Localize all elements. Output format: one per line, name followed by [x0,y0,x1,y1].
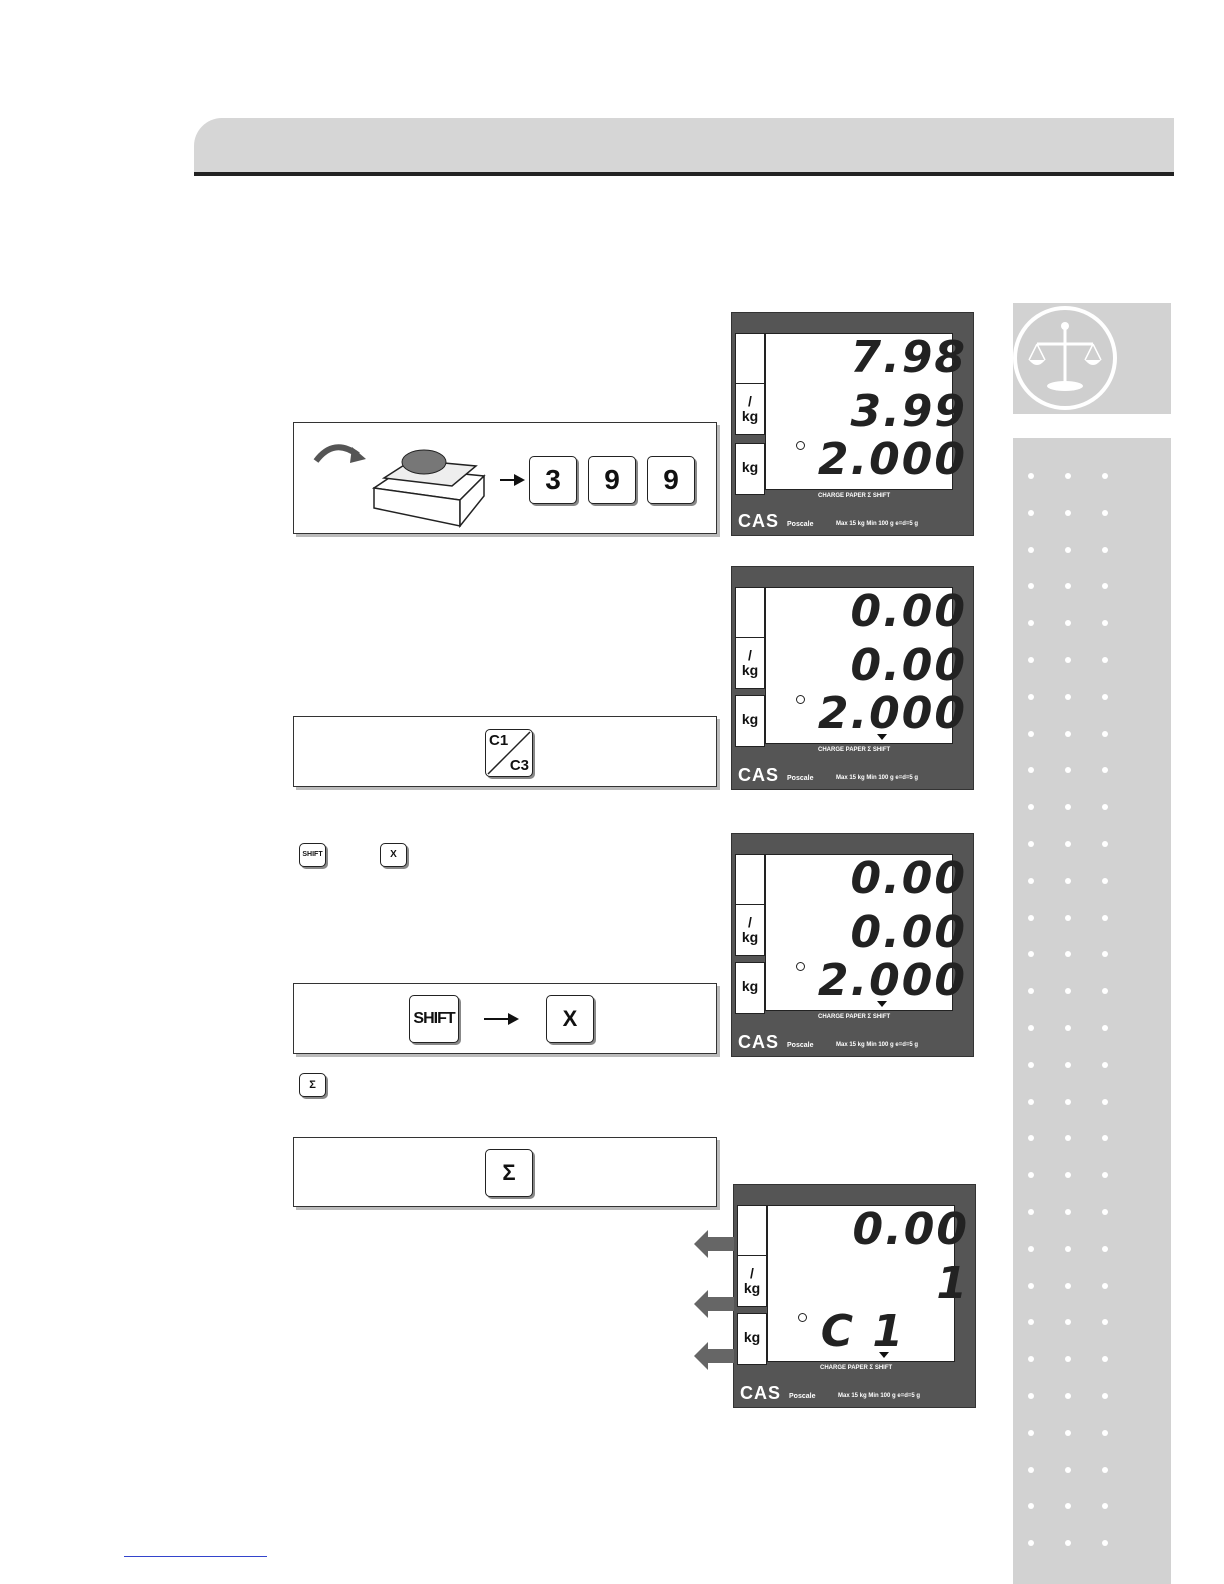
sidebar-dot [1065,1319,1071,1325]
price-readout: 0.00 [850,586,967,637]
scale-display-3: / kg kg 0.00 0.00 2.000 CHARGE PAPER Σ SHIFT CAS Poscale Max 15 kg Min 100 g e=d=5 g [731,833,974,1057]
section-header-bar [194,118,1174,176]
sidebar-dot [1028,841,1034,847]
sidebar-dot [1028,767,1034,773]
sidebar-dot [1102,1172,1108,1178]
scale-display-2: / kg kg 0.00 0.00 2.000 CHARGE PAPER Σ SHIFT CAS Poscale Max 15 kg Min 100 g e=d=5 g [731,566,974,790]
sidebar-dot [1028,1246,1034,1252]
step4-illustration-box [293,1137,717,1207]
sidebar-dot [1028,988,1034,994]
sidebar-dot [1102,1025,1108,1031]
clerk-readout: C 1 [820,1306,905,1357]
sidebar-dotted-panel [1013,438,1171,1584]
left-arrow-icon [694,1290,708,1318]
sidebar-dot [1028,473,1034,479]
sidebar-dot [1065,657,1071,663]
sidebar-dot [1028,1540,1034,1546]
sidebar-dot [1028,620,1034,626]
sidebar-dot [1102,1099,1108,1105]
spec-label: Max 15 kg Min 100 g e=d=5 g [836,521,919,527]
c1-label: C1 [489,732,509,749]
sidebar-dot [1102,1503,1108,1509]
weight-readout: 2.000 [817,688,967,739]
sidebar-dot [1065,841,1071,847]
sidebar-dot [1102,841,1108,847]
c1-c3-key [485,729,533,777]
sidebar-dot [1102,510,1108,516]
sidebar-dot [1065,767,1071,773]
sidebar-dot [1065,1135,1071,1141]
price-readout: 0.00 [852,1204,969,1255]
x-key: X [546,995,594,1043]
sidebar-dot [1102,1356,1108,1362]
digit-key: 9 [588,456,636,504]
sidebar-dot [1102,1283,1108,1289]
rotate-arrow-icon [312,433,372,473]
sidebar-dot [1102,1135,1108,1141]
sidebar-dot [1028,1503,1034,1509]
sidebar-dot [1028,1393,1034,1399]
sidebar-dot [1102,1209,1108,1215]
digit-key: 9 [647,456,695,504]
footer-rule [124,1556,267,1557]
inline-x-key: X [380,843,407,867]
sidebar-dot [1065,988,1071,994]
annunciators: CHARGE PAPER Σ SHIFT [818,493,891,499]
sidebar-dot [1028,1319,1034,1325]
sidebar-dot [1102,731,1108,737]
sigma-indicator [877,1001,887,1007]
unit-price-readout: 0.00 [850,640,967,691]
inline-sigma-key: Σ [299,1073,326,1097]
sidebar-dot [1028,1062,1034,1068]
sidebar-dot [1102,473,1108,479]
sidebar-dot [1065,510,1071,516]
sidebar-dot [1065,731,1071,737]
sidebar-dot [1065,878,1071,884]
step3-illustration-box [293,983,717,1054]
digit-key: 3 [529,456,577,504]
sidebar-dot [1028,1099,1034,1105]
sidebar-dot [1065,804,1071,810]
sidebar-dot [1028,1172,1034,1178]
sidebar-dot [1102,1467,1108,1473]
sidebar-dot [1065,1430,1071,1436]
unit-price-readout: 0.00 [850,907,967,958]
sidebar-dot [1065,1540,1071,1546]
sidebar-dot [1102,694,1108,700]
weighing-scale-icon [364,438,494,528]
shift-key: SHIFT [409,995,459,1043]
sidebar-dot [1028,915,1034,921]
sidebar-dot [1102,1393,1108,1399]
sidebar-dot [1065,694,1071,700]
sidebar-dot [1065,620,1071,626]
scale-display-4: / kg kg 0.00 1 C 1 CHARGE PAPER Σ SHIFT CAS Poscale Max 15 kg Min 100 g e=d=5 g [733,1184,976,1408]
sidebar-dot [1102,547,1108,553]
left-arrow-icon [694,1342,708,1370]
sidebar-dot [1102,1319,1108,1325]
brand-logo: CAS [738,511,780,531]
sidebar-dot [1028,583,1034,589]
sidebar-dot [1065,1246,1071,1252]
sidebar-dot [1065,1393,1071,1399]
sidebar-dot [1028,731,1034,737]
sigma-key: Σ [485,1149,533,1197]
sidebar-dot [1028,804,1034,810]
sidebar-dot [1102,1540,1108,1546]
sidebar-dot [1028,1135,1034,1141]
sidebar-dot [1065,583,1071,589]
sidebar-dot [1065,1356,1071,1362]
sidebar-dot [1065,915,1071,921]
sidebar-dot [1102,951,1108,957]
sidebar-dot [1065,473,1071,479]
sidebar-dot [1102,1062,1108,1068]
sidebar-dot [1028,878,1034,884]
sidebar-dot [1102,915,1108,921]
sidebar-dot [1102,620,1108,626]
sidebar-dot [1028,547,1034,553]
c3-label: C3 [509,757,529,774]
sidebar-dot [1028,657,1034,663]
price-readout: 7.98 [850,332,967,383]
sidebar-dot [1028,694,1034,700]
sidebar-dot [1065,1209,1071,1215]
weight-readout: 2.000 [817,434,967,485]
weight-readout: 2.000 [817,955,967,1006]
sidebar-dot [1065,1099,1071,1105]
sidebar-dot [1028,951,1034,957]
sidebar-dot [1065,1503,1071,1509]
balance-scale-icon [1017,310,1113,406]
left-arrow-bar [708,1297,734,1311]
sidebar-dot [1102,1246,1108,1252]
inline-shift-key: SHIFT [299,843,326,867]
scale-logo-seal [1013,306,1117,410]
price-readout: 0.00 [850,853,967,904]
left-arrow-icon [694,1230,708,1258]
sigma-indicator [879,1352,889,1358]
sidebar-dot [1065,547,1071,553]
sidebar-dot [1102,767,1108,773]
sidebar-dot [1102,583,1108,589]
sidebar-dot [1065,1283,1071,1289]
sidebar-dot [1028,1430,1034,1436]
left-arrow-bar [708,1237,734,1251]
sidebar-dot [1065,1467,1071,1473]
sidebar-dot [1065,951,1071,957]
sidebar-dot [1065,1172,1071,1178]
sidebar-dot [1102,988,1108,994]
sidebar-dot [1028,1356,1034,1362]
sidebar-dot [1102,657,1108,663]
sidebar-dot [1028,1467,1034,1473]
model-label: Poscale [787,521,814,528]
step2-illustration-box [293,716,717,787]
left-arrow-bar [708,1349,734,1363]
sidebar-dot [1028,1283,1034,1289]
sidebar-dot [1102,804,1108,810]
sidebar-dot [1102,878,1108,884]
sidebar-dot [1028,510,1034,516]
sidebar-dot [1065,1062,1071,1068]
sidebar-dot [1028,1209,1034,1215]
sidebar-dot [1028,1025,1034,1031]
unit-price-readout: 3.99 [850,386,967,437]
sidebar-dot [1065,1025,1071,1031]
sigma-indicator [877,734,887,740]
step1-illustration-box [293,422,717,534]
count-readout: 1 [936,1258,969,1309]
sidebar-dot [1102,1430,1108,1436]
scale-display-1: / kg kg 7.98 3.99 2.000 CHARGE PAPER Σ SHIFT CAS Poscale Max 15 kg Min 100 g e=d=5 g [731,312,974,536]
